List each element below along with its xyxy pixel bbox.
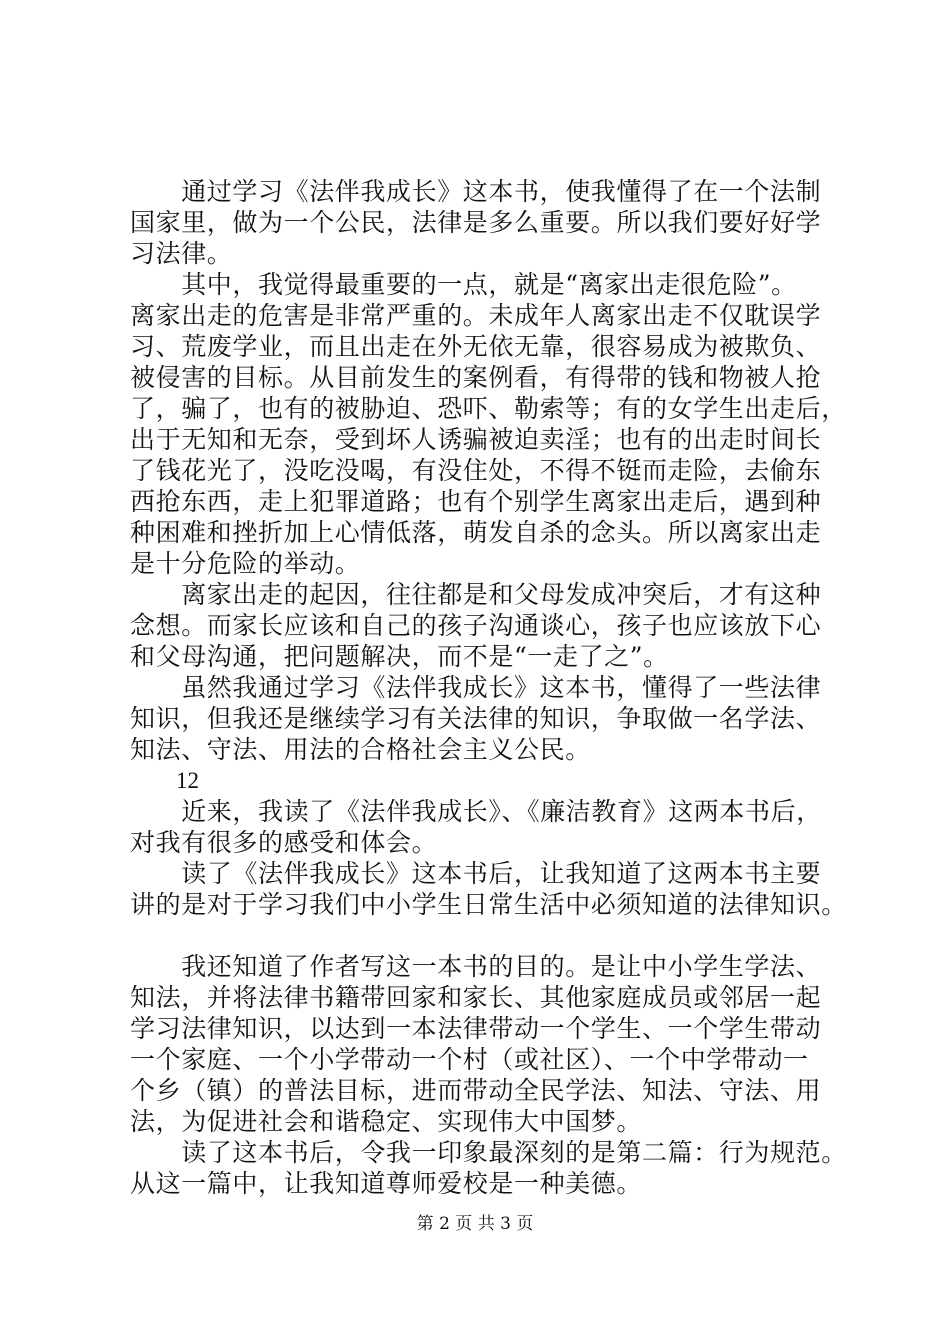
text-line: 法，为促进社会和谐稳定、实现伟大中国梦。 [130, 1107, 643, 1136]
text-line: 国家里，做为一个公民，法律是多么重要。所以我们要好好学 [130, 208, 822, 237]
text-line: 念想。而家长应该和自己的孩子沟通谈心，孩子也应该放下心 [130, 611, 822, 640]
text-line: 了，骗了，也有的被胁迫、恐吓、勒索等；有的女学生出走后， [130, 394, 847, 423]
section-number: 12 [130, 768, 199, 793]
text-line: 其中，我觉得最重要的一点，就是“离家出走很危险”。 [130, 270, 797, 299]
text-line: 习法律。 [130, 239, 233, 268]
text-line: 出于无知和无奈，受到坏人诱骗被迫卖淫；也有的出走时间长 [130, 425, 822, 454]
blank-line [130, 920, 850, 951]
text-line: 通过学习《法伴我成长》这本书，使我懂得了在一个法制 [130, 177, 822, 206]
text-line: 知法，并将法律书籍带回家和家长、其他家庭成员或邻居一起 [130, 983, 822, 1012]
text-line: 我还知道了作者写这一本书的目的。是让中小学生学法、 [130, 952, 822, 981]
page-number-label: 第 2 页 共 3 页 [416, 1214, 534, 1234]
text-line: 个乡（镇）的普法目标，进而带动全民学法、知法、守法、用 [130, 1076, 822, 1105]
text-line: 知识，但我还是继续学习有关法律的知识，争取做一名学法、 [130, 704, 822, 733]
text-line: 对我有很多的感受和体会。 [130, 828, 438, 857]
text-line: 从这一篇中，让我知道尊师爱校是一种美德。 [130, 1169, 643, 1198]
text-line: 西抢东西，走上犯罪道路；也有个别学生离家出走后，遇到种 [130, 487, 822, 516]
text-line: 虽然我通过学习《法伴我成长》这本书，懂得了一些法律 [130, 673, 822, 702]
document-body [130, 176, 850, 1199]
text-line: 离家出走的危害是非常严重的。未成年人离家出走不仅耽误学 [130, 301, 822, 330]
text-line: 习、荒废学业，而且出走在外无依无靠，很容易成为被欺负、 [130, 332, 822, 361]
text-line: 读了《法伴我成长》这本书后，让我知道了这两本书主要 [130, 859, 822, 888]
text-line: 被侵害的目标。从目前发生的案例看，有得带的钱和物被人抢 [130, 363, 822, 392]
text-line: 离家出走的起因，往往都是和父母发成冲突后，才有这种 [130, 580, 822, 609]
text-line: 和父母沟通，把问题解决，而不是“一走了之”。 [130, 642, 669, 671]
text-line: 知法、守法、用法的合格社会主义公民。 [130, 735, 591, 764]
text-line: 讲的是对于学习我们中小学生日常生活中必须知道的法律知识。 [130, 890, 847, 919]
text-line: 近来，我读了《法伴我成长》、《廉洁教育》这两本书后， [130, 797, 822, 826]
text-line: 是十分危险的举动。 [130, 549, 361, 578]
text-line: 了钱花光了，没吃没喝，有没住处，不得不铤而走险，去偷东 [130, 456, 822, 485]
text-line: 读了这本书后，令我一印象最深刻的是第二篇：行为规范。 [130, 1138, 847, 1167]
text-line: 种困难和挫折加上心情低落，萌发自杀的念头。所以离家出走 [130, 518, 822, 547]
page-footer [0, 1213, 950, 1235]
text-line: 一个家庭、一个小学带动一个村（或社区）、一个中学带动一 [130, 1045, 809, 1074]
text-line: 学习法律知识，以达到一本法律带动一个学生、一个学生带动 [130, 1014, 822, 1043]
